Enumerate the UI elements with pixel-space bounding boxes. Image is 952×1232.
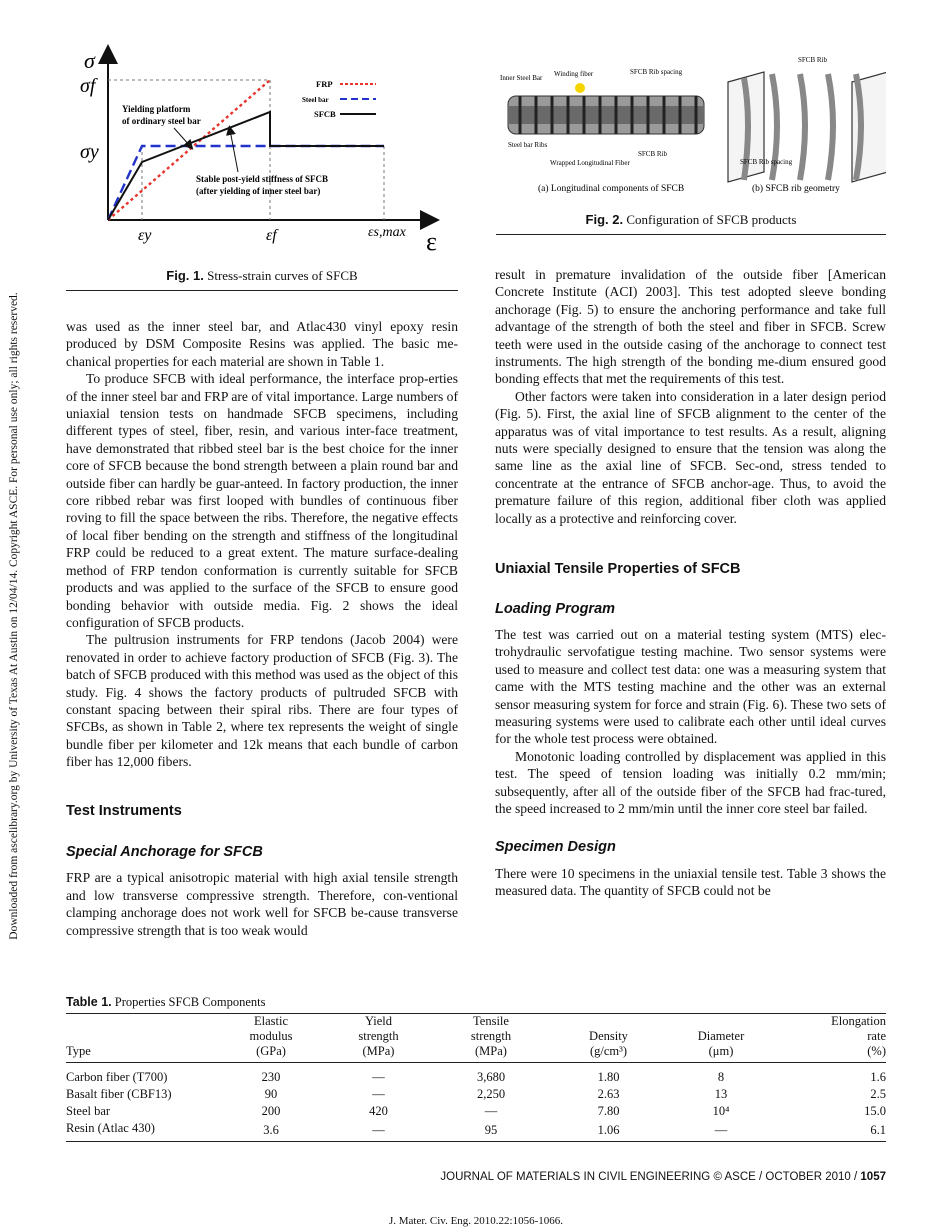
page-number: 1057 [860,1171,886,1183]
left-column [66,318,458,939]
table1-caption [66,995,265,1010]
heading-specimen-design: Specimen Design [495,839,616,856]
table1-header-diameter: Diameter (μm) [697,1029,745,1058]
fig1-annotation-yield-2: of ordinary steel bar [122,116,201,126]
fig2-sfcb-configuration [496,52,886,202]
fig2-label-winding: Winding fiber [554,70,594,78]
table1-title: Properties SFCB Components [114,995,266,1009]
left-para-4: FRP are a typical anisotropic material with high axial tensile strength and low transverse compressive strength. Therefore, con-ventional clamping anchorage does not work well for SFCB be-cause transverse compressive strength that is too weak would [66,870,458,938]
fig1-frp-line [108,80,270,220]
fig2-label-inner-steel: Inner Steel Bar [500,74,543,82]
table-row: Steel bar 200 420 — 7.80 10⁴ 15.0 [66,1104,886,1118]
fig1-eps-smax-label: εs,max [368,225,406,240]
right-para-5: There were 10 specimens in the uniaxial tensile test. Table 3 shows the measured data. The quantity of SFCB could not be [495,865,886,899]
right-para-1: result in premature invalidation of the outside fiber [American Concrete Institute (ACI) 2003]. This test adopted sleeve bonding anchorage (Fig. 5) to ensure the anchoring performance and take full advantage of the strength of both the steel and fiber in SFCB. Screw teeth were used in the outside casing of the anchorage to connect test instruments. The high strength of the bonding me-dium ensured good bonding effects that met the requirements of this test. [495,267,886,387]
fig2-label-steel-ribs: Steel bar Ribs [508,141,548,149]
fig1-caption-label: Fig. 1. [166,268,204,283]
fig2-sub-a: (a) Longitudinal components of SFCB [538,184,685,194]
fig1-annotation-stiff-2: (after yielding of inner steel bar) [196,186,321,196]
heading-test-instruments: Test Instruments [66,802,182,819]
table-row: Carbon fiber (T700) 230 — 3,680 1.80 8 1.6 [66,1070,886,1084]
table1-header-density: Density (g/cm³) [589,1029,628,1058]
fig2-caption-text: Configuration of SFCB products [626,212,797,227]
fig1-rule [66,290,458,291]
fig2-label-rib-spacing: SFCB Rib spacing [630,68,683,76]
fig1-eps-f-label: εf [266,227,277,244]
table-row: Basalt fiber (CBF13) 90 — 2,250 2.63 13 2.5 [66,1087,886,1101]
heading-uniaxial: Uniaxial Tensile Properties of SFCB [495,561,741,578]
table-row: Resin (Atlac 430) 3.6 — 95 1.06 — 6.1 [66,1121,886,1137]
download-notice [8,292,34,940]
heading-loading-program: Loading Program [495,600,616,617]
fig1-eps-y-label: εy [138,227,152,244]
fig1-sfcb-line [108,112,384,220]
fig2-rule [496,234,886,235]
fig2-bar-illustration [508,83,704,134]
left-para-2: To produce SFCB with ideal performance, the interface prop-erties of the inner steel bar and FRP are of vital importance. Large numbers of uniaxial tension tests on handmade SFCB specimens, including different types of steel, fiber, resin, and various inter-face treatment, have demonstrated that ribbed steel bar is the best choice for the inner core of SFCB because the bond strength between a plain round bar and outside fiber can hardly be guar-anteed. In factory production, the inner core ribbed rebar was first looped with bundles of continuous fiber roving to fill the space between the ribs. Therefore, the negative effects of local fiber bending on the strength and stiffness of the longitudinal FRP could be reduced to a great extent. The mature surface-dealing method of FRP tendon conformation is currently suitable for SFCB products and was applied to the surface of the SFCB to ensure good bonding behavior with outside media. Fig. 2 shows the ideal configuration of SFCB products. [66,371,458,630]
fig1-annotation-stiff-1: Stable post-yield stiffness of SFCB [196,174,329,184]
left-para-3: The pultrusion instruments for FRP tendons (Jacob 2004) were renovated in order to achieve factory production of SFCB (Fig. 3). The batch of SFCB produced with this method was used as the object of this study. Fig. 4 shows the factory products of pultruded SFCB with constant spacing between their spiral ribs. There are four types of SFCBs, as shown in Table 2, where tex represents the weight of single bundle fiber per kilometer and 12k means that each bundle of carbon fiber has 12,000 fibers. [66,632,458,770]
right-column [495,266,886,900]
table1 [66,1013,886,1142]
fig1-x-axis-label: ε [426,227,437,256]
fig2-sub-b: (b) SFCB rib geometry [752,184,840,194]
right-para-4: Monotonic loading controlled by displacement was applied in this test. The speed of tension loading was initially 0.2 mm/min; subsequently, after all of the outside fiber of the SFCB had frac-tured, the speed increased to 2 mm/min until the inner core steel bar failed. [495,748,886,816]
citation: J. Mater. Civ. Eng. 2010.22:1056-1066. [388,1215,564,1227]
right-para-2: Other factors were taken into consideration in a later design period (Fig. 5). First, the axial line of SFCB alignment to the center of the apparatus was of vital importance to test results. As a result, aligning nuts were specially designed to ensure that the tension was along the same line as the axial line of SFCB. Sec-ond, stress tended to concentrate at the entrance of SFCB anchor-age. Thus, to avoid the premature failure of this region, additional fiber cloth was applied locally as a protective and reinforcing cover. [495,388,886,526]
right-para-3: The test was carried out on a material testing system (MTS) elec-trohydraulic servofatigue testing machine. Two sensor systems were used to measure and collect test data: one was a measuring system that came with the MTS testing machine and the other was an external sensor measuring system for force and strain (Fig. 6). These two sets of measuring systems were used to calibrate each other until ideal curves for the whole test process were obtained. [495,626,886,747]
fig1-legend-sfcb: SFCB [314,109,336,119]
table1-label: Table 1. [66,995,112,1009]
fig1-caption [66,268,458,284]
fig1-annotation-stiff-arrow [230,130,238,172]
table1-header-tensile: Tensile strength (MPa) [470,1014,512,1058]
fig2-label-b-rib: SFCB Rib [798,56,827,64]
fig2-label-b-spacing: SFCB Rib spacing [740,158,793,166]
fig1-legend [302,79,376,119]
table1-header-elastic: Elastic modulus (GPa) [249,1014,293,1058]
table1-header-yield: Yield strength (MPa) [358,1014,399,1058]
fig1-y-axis-label: σ [84,48,95,73]
left-para-1: was used as the inner steel bar, and Atlac430 vinyl epoxy resin produced by DSM Composite Resins was applied. The basic me-chanical properties for each material are shown in Table 1. [66,319,458,369]
table1-header-type: Type [66,1044,91,1058]
fig1-legend-frp: FRP [316,79,333,89]
journal-footer-text: JOURNAL OF MATERIALS IN CIVIL ENGINEERING © ASCE / OCTOBER 2010 / [440,1171,861,1183]
fig1-annotation-yield-arrow [174,128,190,146]
fig1-legend-steel: Steel bar [302,96,329,104]
fig1-annotation-yield-1: Yielding platform [122,104,191,114]
heading-special-anchorage: Special Anchorage for SFCB [66,843,263,860]
table1-header-row [66,1014,886,1063]
table1-header-elongation: Elongation rate (%) [831,1014,886,1058]
fig2-label-wrapped: Wrapped Longitudinal Fiber [550,159,630,167]
download-notice-text: Downloaded from ascelibrary.org by University of Texas At Austin on 12/04/14. Copyright ASCE. For personal use only; all rights reserved. [8,292,20,940]
fig2-caption-label: Fig. 2. [585,212,624,227]
fig2-caption [496,212,886,228]
fig1-sigma-f-label: σf [80,75,96,97]
fig1-sigma-y-label: σy [80,141,99,163]
journal-footer [440,1171,886,1183]
fig2-label-sfcb-rib: SFCB Rib [638,150,667,158]
fig1-stress-strain-chart [78,40,448,260]
fig1-caption-text: Stress-strain curves of SFCB [207,268,358,283]
